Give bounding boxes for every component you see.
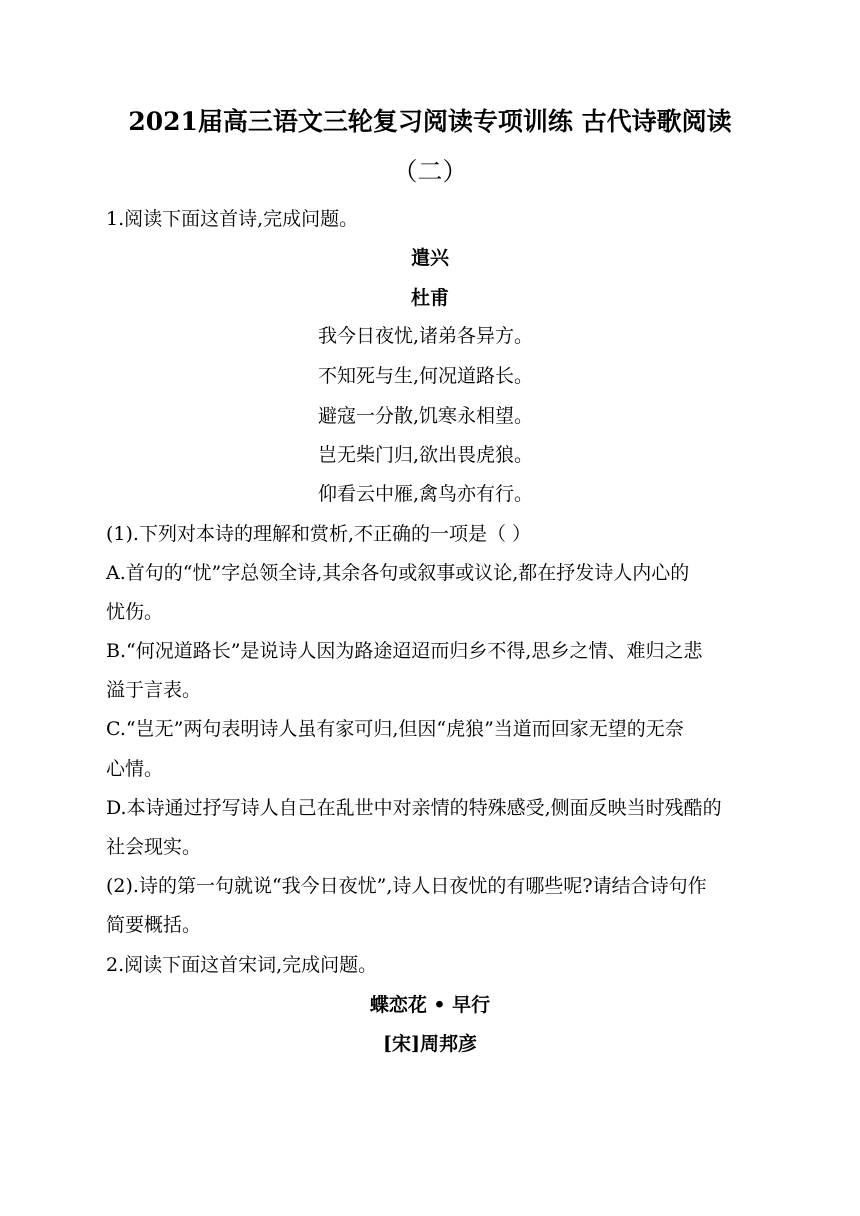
sub-question-2-line-2: 简要概括。 [106,914,202,936]
option-c-line-1: C.“岂无”两句表明诗人虽有家可归,但因“虎狼”当道而回家无望的无奈 [106,718,684,740]
question-1-intro: 1.阅读下面这首诗,完成问题。 [106,208,359,230]
poem-1-line: 不知死与生,何况道路长。 [318,365,534,387]
option-b-line-1: B.“何况道路长”是说诗人因为路途迢迢而归乡不得,思乡之情、难归之悲 [106,640,703,662]
poem-1-line: 岂无柴门归,欲出畏虎狼。 [318,444,534,466]
option-b-line-2: 溢于言表。 [106,679,202,701]
poem-1-line: 仰看云中雁,禽鸟亦有行。 [318,483,534,505]
poem-1-line: 避寇一分散,饥寒永相望。 [318,405,534,427]
option-c-line-2: 心情。 [106,758,164,780]
sub-question-2-line-1: (2).诗的第一句就说“我今日夜忧”,诗人日夜忧的有哪些呢?请结合诗句作 [106,875,707,897]
poem-1-author: 杜甫 [410,287,449,309]
option-d-line-2: 社会现实。 [106,836,202,858]
option-a-line-1: A.首句的“忧”字总领全诗,其余各句或叙事或议论,都在抒发诗人内心的 [106,562,690,584]
poem-1-line: 我今日夜忧,诸弟各异方。 [318,325,534,347]
poem-1-title: 遣兴 [410,247,449,269]
document-subtitle: （二） [392,157,468,186]
poem-2-title: 蝶恋花 • 早行 [369,994,491,1016]
sub-question-1-stem: (1).下列对本诗的理解和赏析,不正确的一项是（ ） [106,523,532,545]
question-2-intro: 2.阅读下面这首宋词,完成问题。 [106,954,378,976]
option-d-line-1: D.本诗通过抒写诗人自己在乱世中对亲情的特殊感受,侧面反映当时残酷的 [106,797,722,819]
poem-2-author: [宋]周邦彦 [383,1033,477,1055]
document-title: 2021届高三语文三轮复习阅读专项训练 古代诗歌阅读 [128,107,732,136]
option-a-line-2: 忧伤。 [106,601,164,623]
